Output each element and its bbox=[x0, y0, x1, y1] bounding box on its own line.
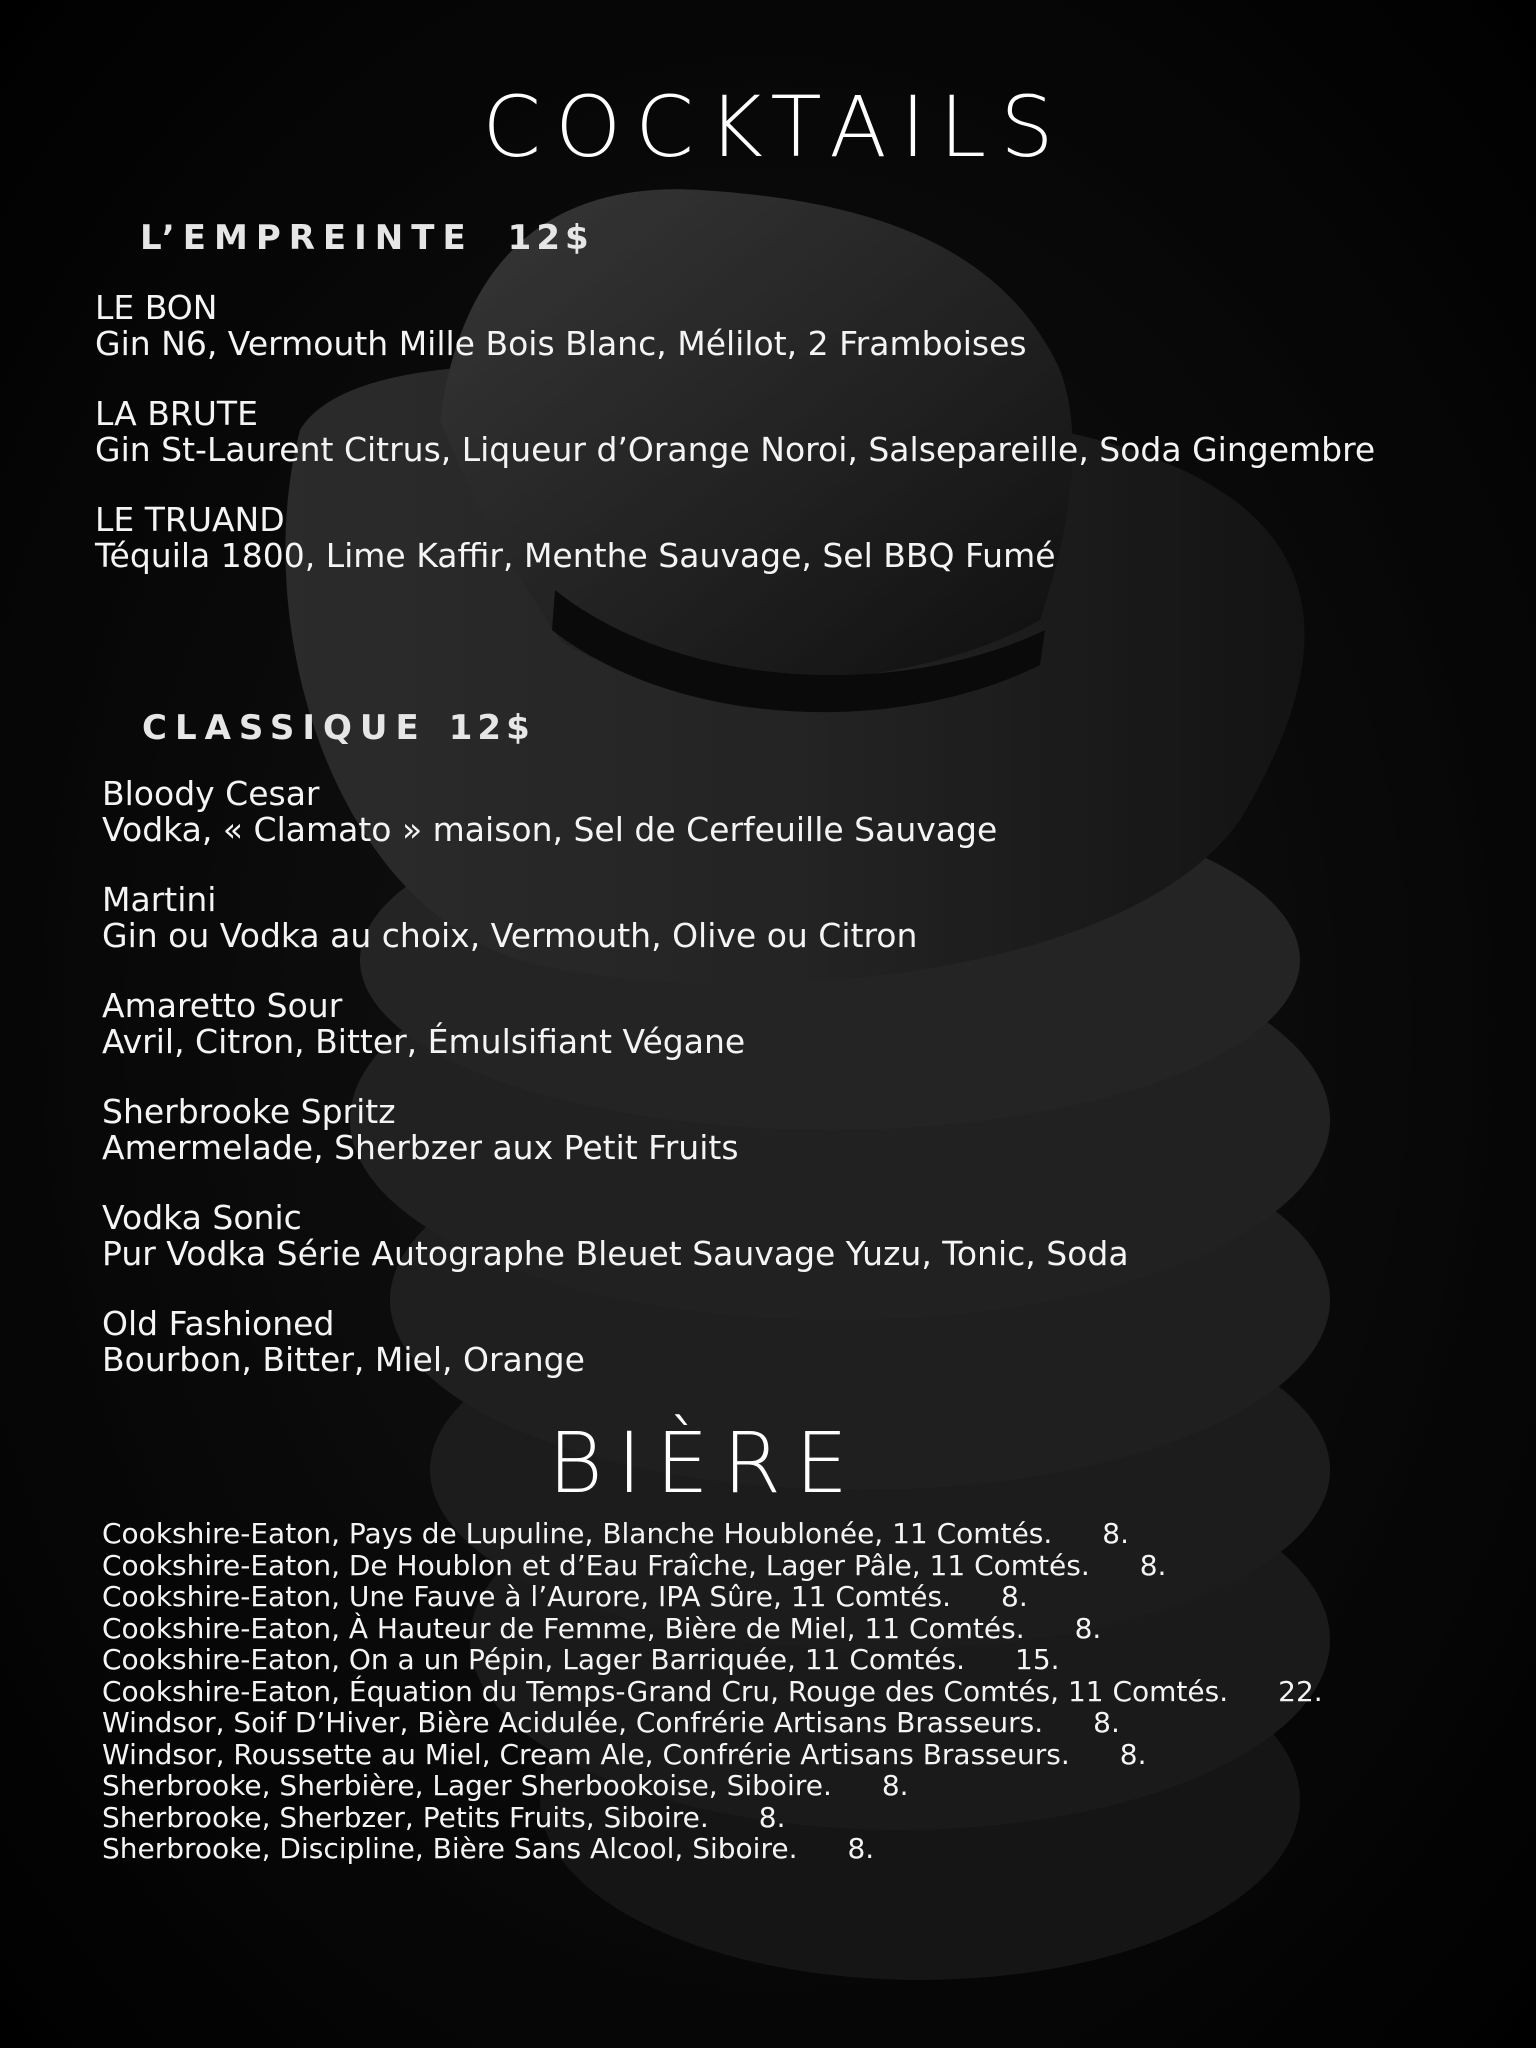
drink-martini bbox=[102, 882, 917, 954]
drink-name: LA BRUTE bbox=[95, 394, 258, 433]
list-item bbox=[102, 1802, 1323, 1834]
drink-le-bon bbox=[95, 290, 1027, 362]
drink-description: Gin ou Vodka au choix, Vermouth, Olive ou Citron bbox=[102, 916, 918, 955]
beer-label: Sherbrooke, Discipline, Bière Sans Alcool, Siboire. bbox=[102, 1832, 798, 1865]
list-item bbox=[102, 1644, 1323, 1676]
list-item bbox=[102, 1833, 1323, 1865]
beer-price: 8. bbox=[847, 1832, 875, 1865]
beer-label: Cookshire-Eaton, On a un Pépin, Lager Barriquée, 11 Comtés. bbox=[102, 1643, 966, 1676]
beer-label: Sherbrooke, Sherbzer, Petits Fruits, Siboire. bbox=[102, 1800, 709, 1834]
beer-label: Cookshire-Eaton, Une Fauve à l’Aurore, IPA Sûre, 11 Comtés. bbox=[102, 1580, 951, 1613]
drink-la-brute bbox=[95, 396, 1375, 468]
beer-price: 8. bbox=[881, 1769, 909, 1802]
beer-price: 8. bbox=[1074, 1611, 1102, 1645]
list-item bbox=[102, 1707, 1323, 1739]
beer-price: 8. bbox=[1001, 1580, 1028, 1613]
list-item bbox=[102, 1550, 1323, 1582]
drink-description: Téquila 1800, Lime Kaffir, Menthe Sauvage, Sel BBQ Fumé bbox=[95, 536, 1056, 575]
beer-price: 8. bbox=[1093, 1706, 1120, 1739]
drink-name: Old Fashioned bbox=[102, 1304, 335, 1343]
list-item bbox=[102, 1581, 1323, 1613]
biere-title: BIÈRE bbox=[547, 1414, 863, 1512]
drink-description: Bourbon, Bitter, Miel, Orange bbox=[102, 1340, 585, 1379]
empreinte-heading-label: L’EMPREINTE bbox=[140, 218, 474, 258]
drink-description: Avril, Citron, Bitter, Émulsifiant Végane bbox=[102, 1022, 746, 1061]
drink-description: Amermelade, Sherbzer aux Petit Fruits bbox=[102, 1128, 739, 1167]
list-item bbox=[102, 1770, 1323, 1802]
drink-name: Vodka Sonic bbox=[102, 1198, 302, 1237]
drink-description: Pur Vodka Série Autographe Bleuet Sauvage Yuzu, Tonic, Soda bbox=[102, 1234, 1129, 1273]
empreinte-heading bbox=[140, 218, 594, 258]
drink-le-truand bbox=[95, 502, 1056, 574]
cocktails-title: COCKTAILS bbox=[482, 78, 1068, 176]
beer-price: 8. bbox=[1139, 1548, 1167, 1582]
beer-price: 15. bbox=[1015, 1643, 1060, 1676]
drink-amaretto-sour bbox=[102, 988, 745, 1060]
beer-label: Cookshire-Eaton, Pays de Lupuline, Blanche Houblonée, 11 Comtés. bbox=[102, 1517, 1053, 1550]
classique-heading bbox=[142, 708, 535, 748]
drink-name: Sherbrooke Spritz bbox=[102, 1092, 396, 1131]
beer-label: Windsor, Roussette au Miel, Cream Ale, Confrérie Artisans Brasseurs. bbox=[102, 1737, 1070, 1771]
drink-name: LE TRUAND bbox=[95, 500, 285, 539]
beer-price: 8. bbox=[1102, 1517, 1129, 1550]
beer-label: Windsor, Soif D’Hiver, Bière Acidulée, Confrérie Artisans Brasseurs. bbox=[102, 1706, 1044, 1739]
drink-name: Amaretto Sour bbox=[102, 986, 343, 1025]
list-item bbox=[102, 1739, 1323, 1771]
drink-name: Bloody Cesar bbox=[102, 774, 320, 813]
beer-list bbox=[102, 1518, 1323, 1865]
drink-description: Gin N6, Vermouth Mille Bois Blanc, Mélilot, 2 Framboises bbox=[95, 324, 1027, 363]
drink-description: Gin St-Laurent Citrus, Liqueur d’Orange Noroi, Salsepareille, Soda Gingembre bbox=[95, 430, 1376, 469]
drink-bloody-cesar bbox=[102, 776, 997, 848]
beer-label: Cookshire-Eaton, À Hauteur de Femme, Bière de Miel, 11 Comtés. bbox=[102, 1611, 1025, 1645]
beer-label: Cookshire-Eaton, De Houblon et d’Eau Fraîche, Lager Pâle, 11 Comtés. bbox=[102, 1548, 1090, 1582]
list-item bbox=[102, 1613, 1323, 1645]
classique-price: 12$ bbox=[448, 708, 535, 748]
beer-price: 8. bbox=[758, 1800, 786, 1834]
list-item bbox=[102, 1518, 1323, 1550]
drink-description: Vodka, « Clamato » maison, Sel de Cerfeuille Sauvage bbox=[102, 810, 998, 849]
empreinte-price: 12$ bbox=[507, 218, 594, 258]
beer-price: 8. bbox=[1119, 1737, 1147, 1771]
drink-old-fashioned bbox=[102, 1306, 585, 1378]
drink-sherbrooke-spritz bbox=[102, 1094, 739, 1166]
beer-price: 22. bbox=[1278, 1674, 1323, 1708]
beer-label: Sherbrooke, Sherbière, Lager Sherbookoise, Siboire. bbox=[102, 1769, 832, 1802]
beer-label: Cookshire-Eaton, Équation du Temps-Grand Cru, Rouge des Comtés, 11 Comtés. bbox=[102, 1674, 1229, 1708]
list-item bbox=[102, 1676, 1323, 1708]
classique-heading-label: CLASSIQUE bbox=[142, 708, 427, 748]
drink-name: Martini bbox=[102, 880, 217, 919]
drink-name: LE BON bbox=[95, 288, 218, 327]
drink-vodka-sonic bbox=[102, 1200, 1129, 1272]
